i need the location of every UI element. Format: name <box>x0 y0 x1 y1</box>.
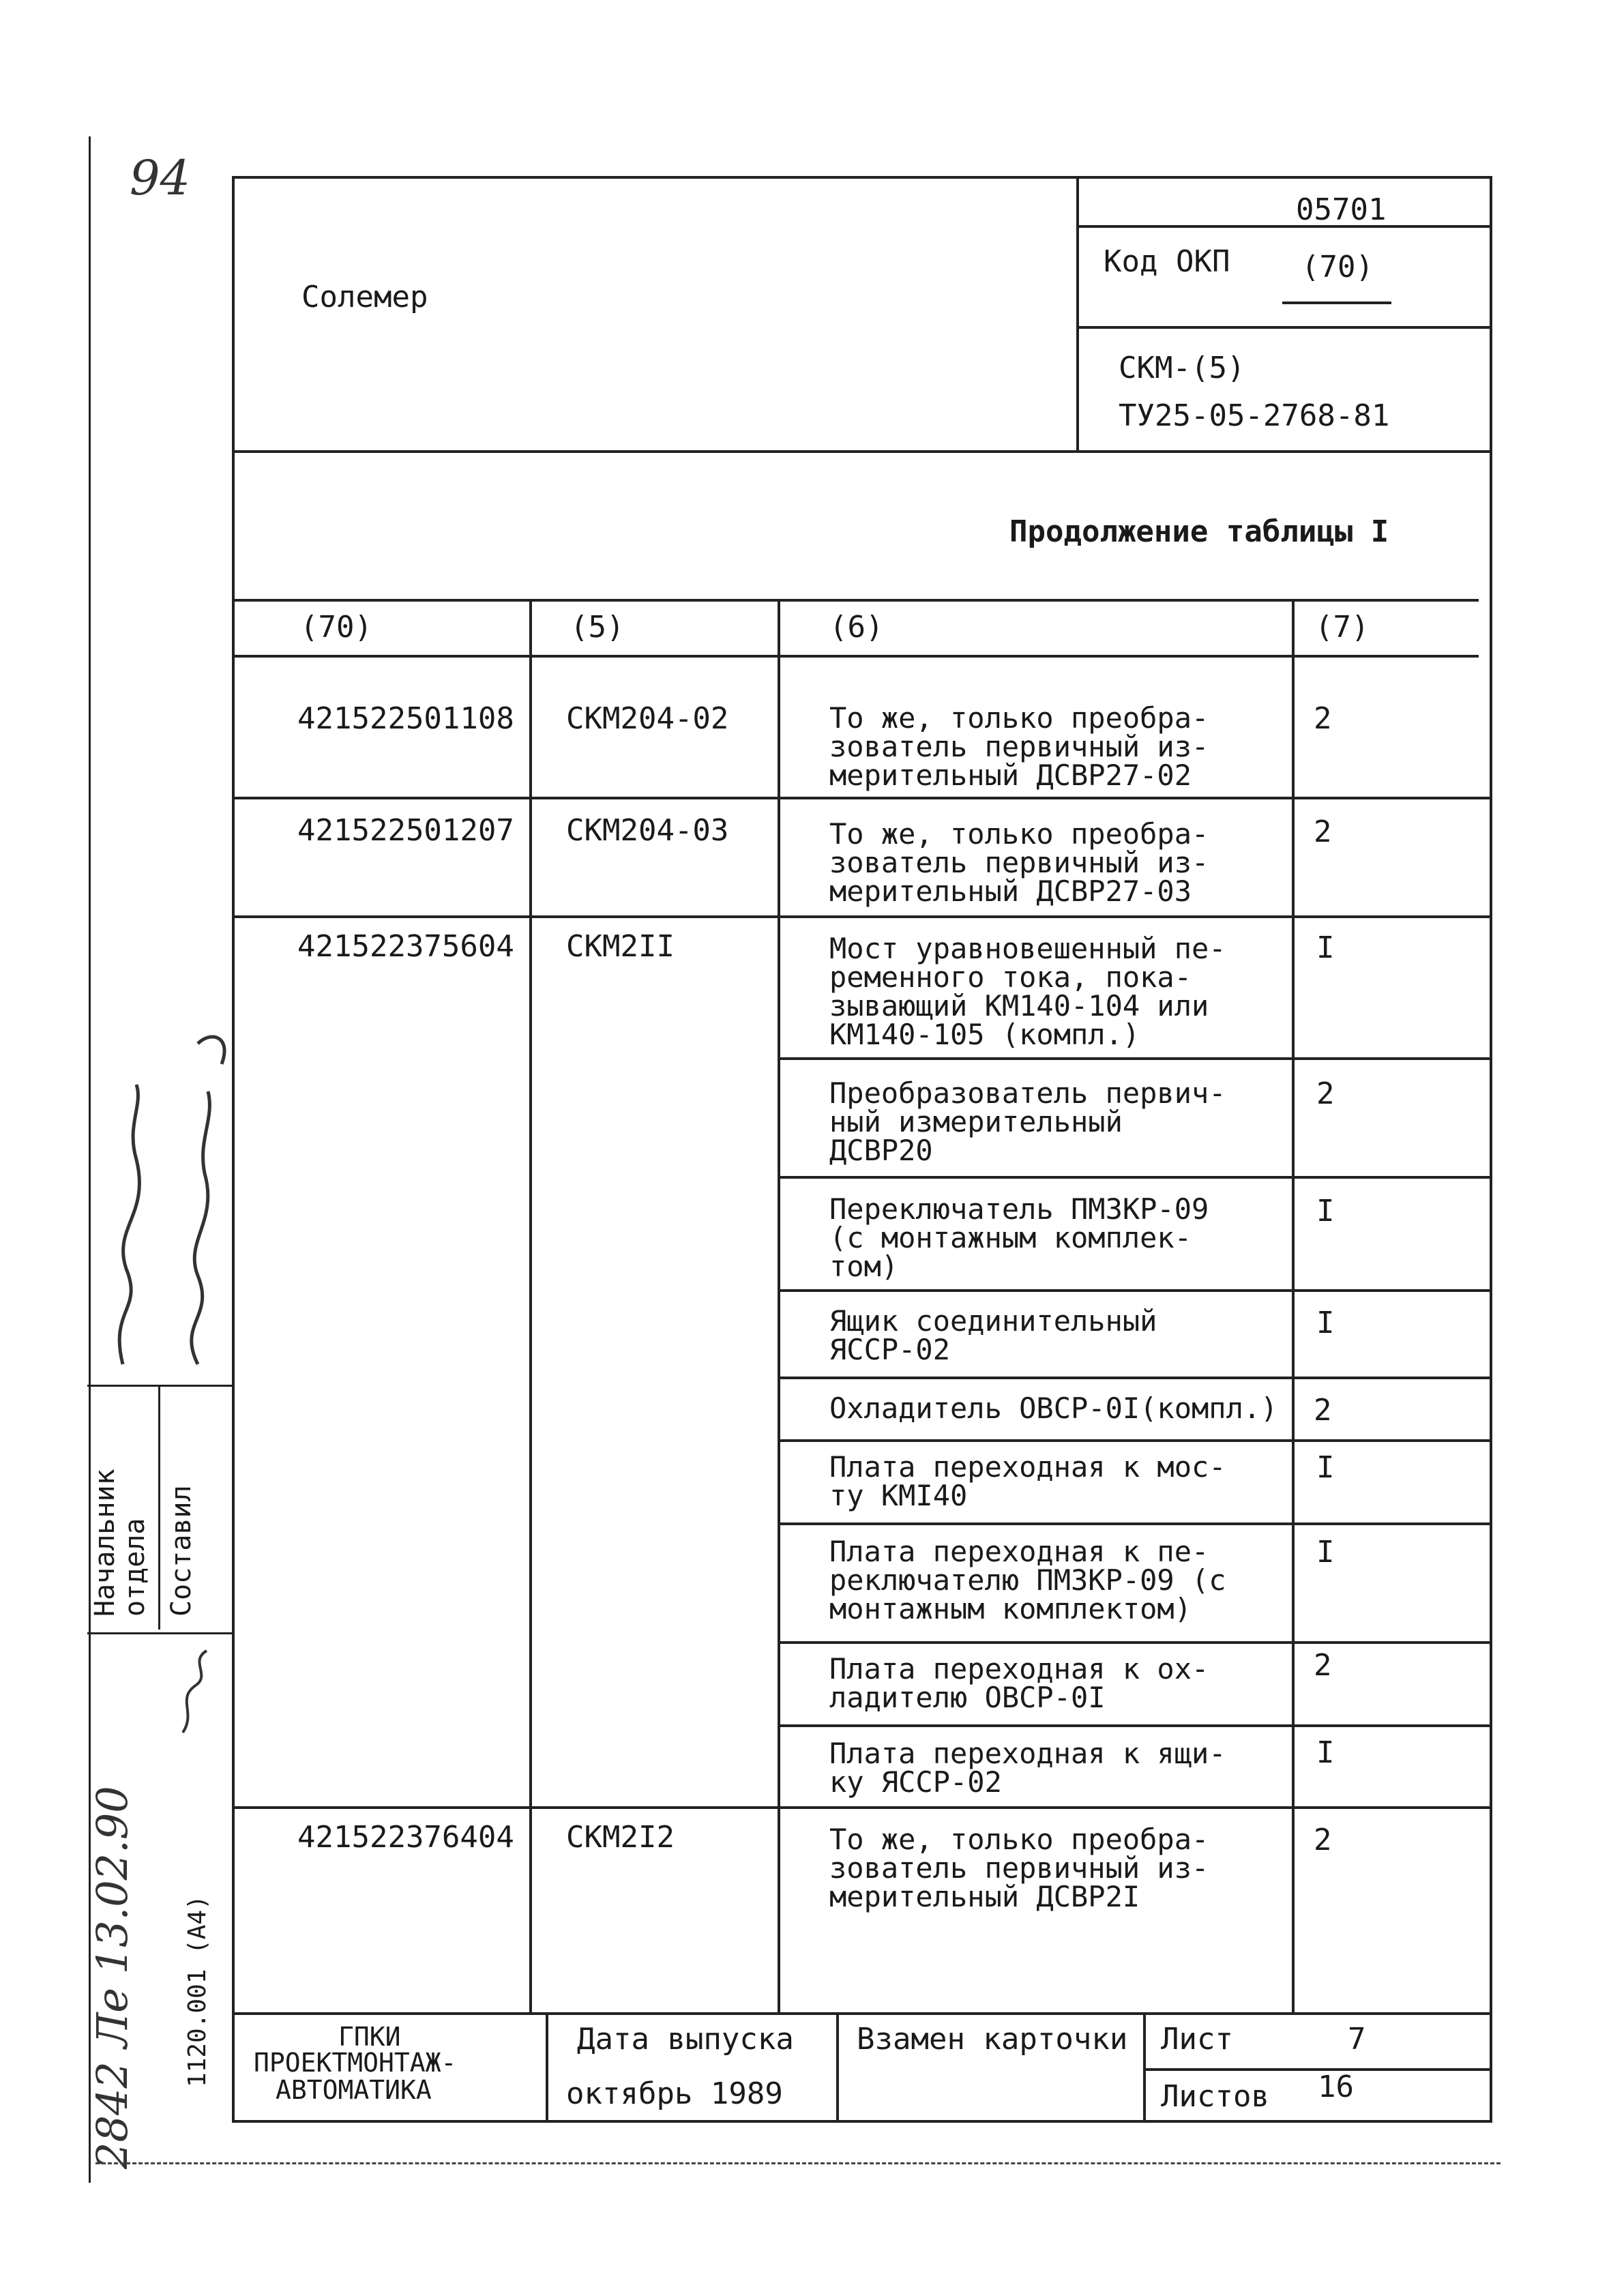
row-2-code: 421522501207 <box>297 813 514 848</box>
col-header-model: (5) <box>570 610 625 645</box>
org-line-2: ПРОЕКТМОНТАЖ- <box>254 2048 457 2078</box>
row-1-code: 421522501108 <box>297 701 514 736</box>
row-3-item-7-bottom <box>778 1641 1492 1644</box>
signature-head <box>119 1085 139 1364</box>
row-3-item-4-bottom <box>778 1377 1492 1379</box>
form-code: 1120.001 (А4) <box>183 1895 211 2087</box>
side-stamp-divider <box>158 1387 160 1630</box>
row-3-item-1-qty: I <box>1316 930 1335 965</box>
okp-bottom-line <box>1076 326 1492 329</box>
row-2-qty: 2 <box>1314 814 1332 849</box>
okp-underline <box>1282 301 1391 304</box>
header-divider <box>1076 176 1079 452</box>
row-4-model: СКМ2I2 <box>566 1820 675 1855</box>
row-4-qty: 2 <box>1314 1823 1332 1857</box>
col-header-code: (70) <box>300 610 372 645</box>
footer-top-line <box>232 2012 1492 2015</box>
handwritten-date: 2842 Ле 13.02.90 <box>87 1786 137 2169</box>
footer-divider-1 <box>546 2012 548 2123</box>
row-3-item-4-qty: I <box>1316 1306 1335 1340</box>
footer-divider-3 <box>1143 2012 1146 2123</box>
row-3-item-9-qty: I <box>1316 1735 1335 1770</box>
row-3-item-5-qty: 2 <box>1314 1393 1332 1428</box>
row-3-item-7-qty: I <box>1316 1535 1335 1570</box>
row-3-model: СКМ2II <box>566 929 675 964</box>
row-3-code: 421522375604 <box>297 929 514 964</box>
row-3-item-8-description: Плата переходная к ох- ладителю ОВСР-0I <box>829 1652 1209 1714</box>
row-3-item-5-description: Охладитель ОВСР-0I(компл.) <box>829 1392 1278 1425</box>
row-4-code: 421522376404 <box>297 1820 514 1855</box>
signatures <box>95 1023 232 1378</box>
row-1-bottom <box>232 797 1492 799</box>
bottom-dashed-line <box>95 2162 1501 2164</box>
page-number-handwritten: 94 <box>130 150 191 206</box>
row-3-item-8-bottom <box>778 1724 1492 1727</box>
row-3-item-1-description: Мост уравновешенный пе- ременного тока, пока- зывающий КМ140-104 или КМ140-105 (компл.) <box>829 932 1226 1051</box>
col-divider-1 <box>529 599 532 2012</box>
small-signature <box>169 1644 231 1739</box>
signature-mark <box>198 1037 224 1064</box>
row-3-item-9-description: Плата переходная к ящи- ку ЯССР-02 <box>829 1737 1226 1799</box>
sheet-label: Лист <box>1161 2022 1233 2057</box>
sheets-label: Листов <box>1161 2079 1269 2114</box>
row-1-description: То же, только преобра- зователь первичный из- мерительный ДСВР27-02 <box>829 701 1209 792</box>
row-3-item-5-bottom <box>778 1439 1492 1442</box>
tu-number: ТУ25-05-2768-81 <box>1119 398 1390 433</box>
okp-label: Код ОКП <box>1104 244 1230 279</box>
row-3-bottom <box>232 1806 1492 1809</box>
row-3-item-4-description: Ящик соединительный ЯССР-02 <box>829 1304 1157 1366</box>
okp-value-top: 05701 <box>1296 192 1387 227</box>
row-3-item-2-bottom <box>778 1176 1492 1179</box>
row-3-item-3-description: Переключатель ПМЗКР-09 (с монтажным комплек- том) <box>829 1192 1209 1283</box>
row-4-description: То же, только преобра- зователь первичный из- мерительный ДСВР2I <box>829 1823 1209 1913</box>
footer-divider-2 <box>836 2012 839 2123</box>
col-divider-3 <box>1292 599 1295 2012</box>
row-1-model: СКМ204-02 <box>566 701 729 736</box>
composer-label: Составил <box>166 1485 197 1617</box>
row-3-item-7-description: Плата переходная к пе- реключателю ПМЗКР-09 (с монтажным комплектом) <box>829 1535 1226 1625</box>
row-3-item-6-bottom <box>778 1522 1492 1525</box>
head-of-department-label: Начальник отдела <box>89 1469 151 1617</box>
header-bottom-line <box>232 450 1492 453</box>
org-line-3: АВТОМАТИКА <box>276 2075 432 2105</box>
row-3-item-3-bottom <box>778 1289 1492 1292</box>
row-3-item-6-qty: I <box>1316 1450 1335 1485</box>
signature-composer <box>192 1091 210 1364</box>
row-3-item-6-description: Плата переходная к мос- ту КМI40 <box>829 1450 1226 1512</box>
table-caption: Продолжение таблицы I <box>1009 514 1389 549</box>
row-3-item-2-description: Преобразователь первич- ный измерительный ДСВР20 <box>829 1076 1226 1167</box>
designation: СКМ-(5) <box>1119 351 1245 385</box>
okp-code-ref: (70) <box>1301 250 1374 284</box>
row-2-bottom <box>232 915 1492 918</box>
col-divider-2 <box>778 599 780 2012</box>
org-line-1: ГПКИ <box>338 2022 401 2052</box>
row-1-qty: 2 <box>1314 701 1332 736</box>
row-3-item-3-qty: I <box>1316 1194 1335 1228</box>
okp-top-line <box>1076 225 1492 228</box>
sheet-value: 7 <box>1348 2022 1366 2057</box>
row-2-model: СКМ204-03 <box>566 813 729 848</box>
row-3-item-1-bottom <box>778 1057 1492 1060</box>
sheets-value: 16 <box>1318 2070 1354 2104</box>
product-name: Солемер <box>301 280 428 314</box>
replaces-card-label: Взамен карточки <box>857 2022 1128 2057</box>
release-date-label: Дата выпуска <box>577 2022 794 2057</box>
release-date: октябрь 1989 <box>566 2076 783 2111</box>
row-2-description: То же, только преобра- зователь первичный из- мерительный ДСВР27-03 <box>829 817 1209 908</box>
col-header-qty: (7) <box>1315 610 1370 645</box>
row-3-item-8-qty: 2 <box>1314 1648 1332 1683</box>
row-3-item-2-qty: 2 <box>1316 1076 1335 1111</box>
col-header-description: (6) <box>829 610 884 645</box>
